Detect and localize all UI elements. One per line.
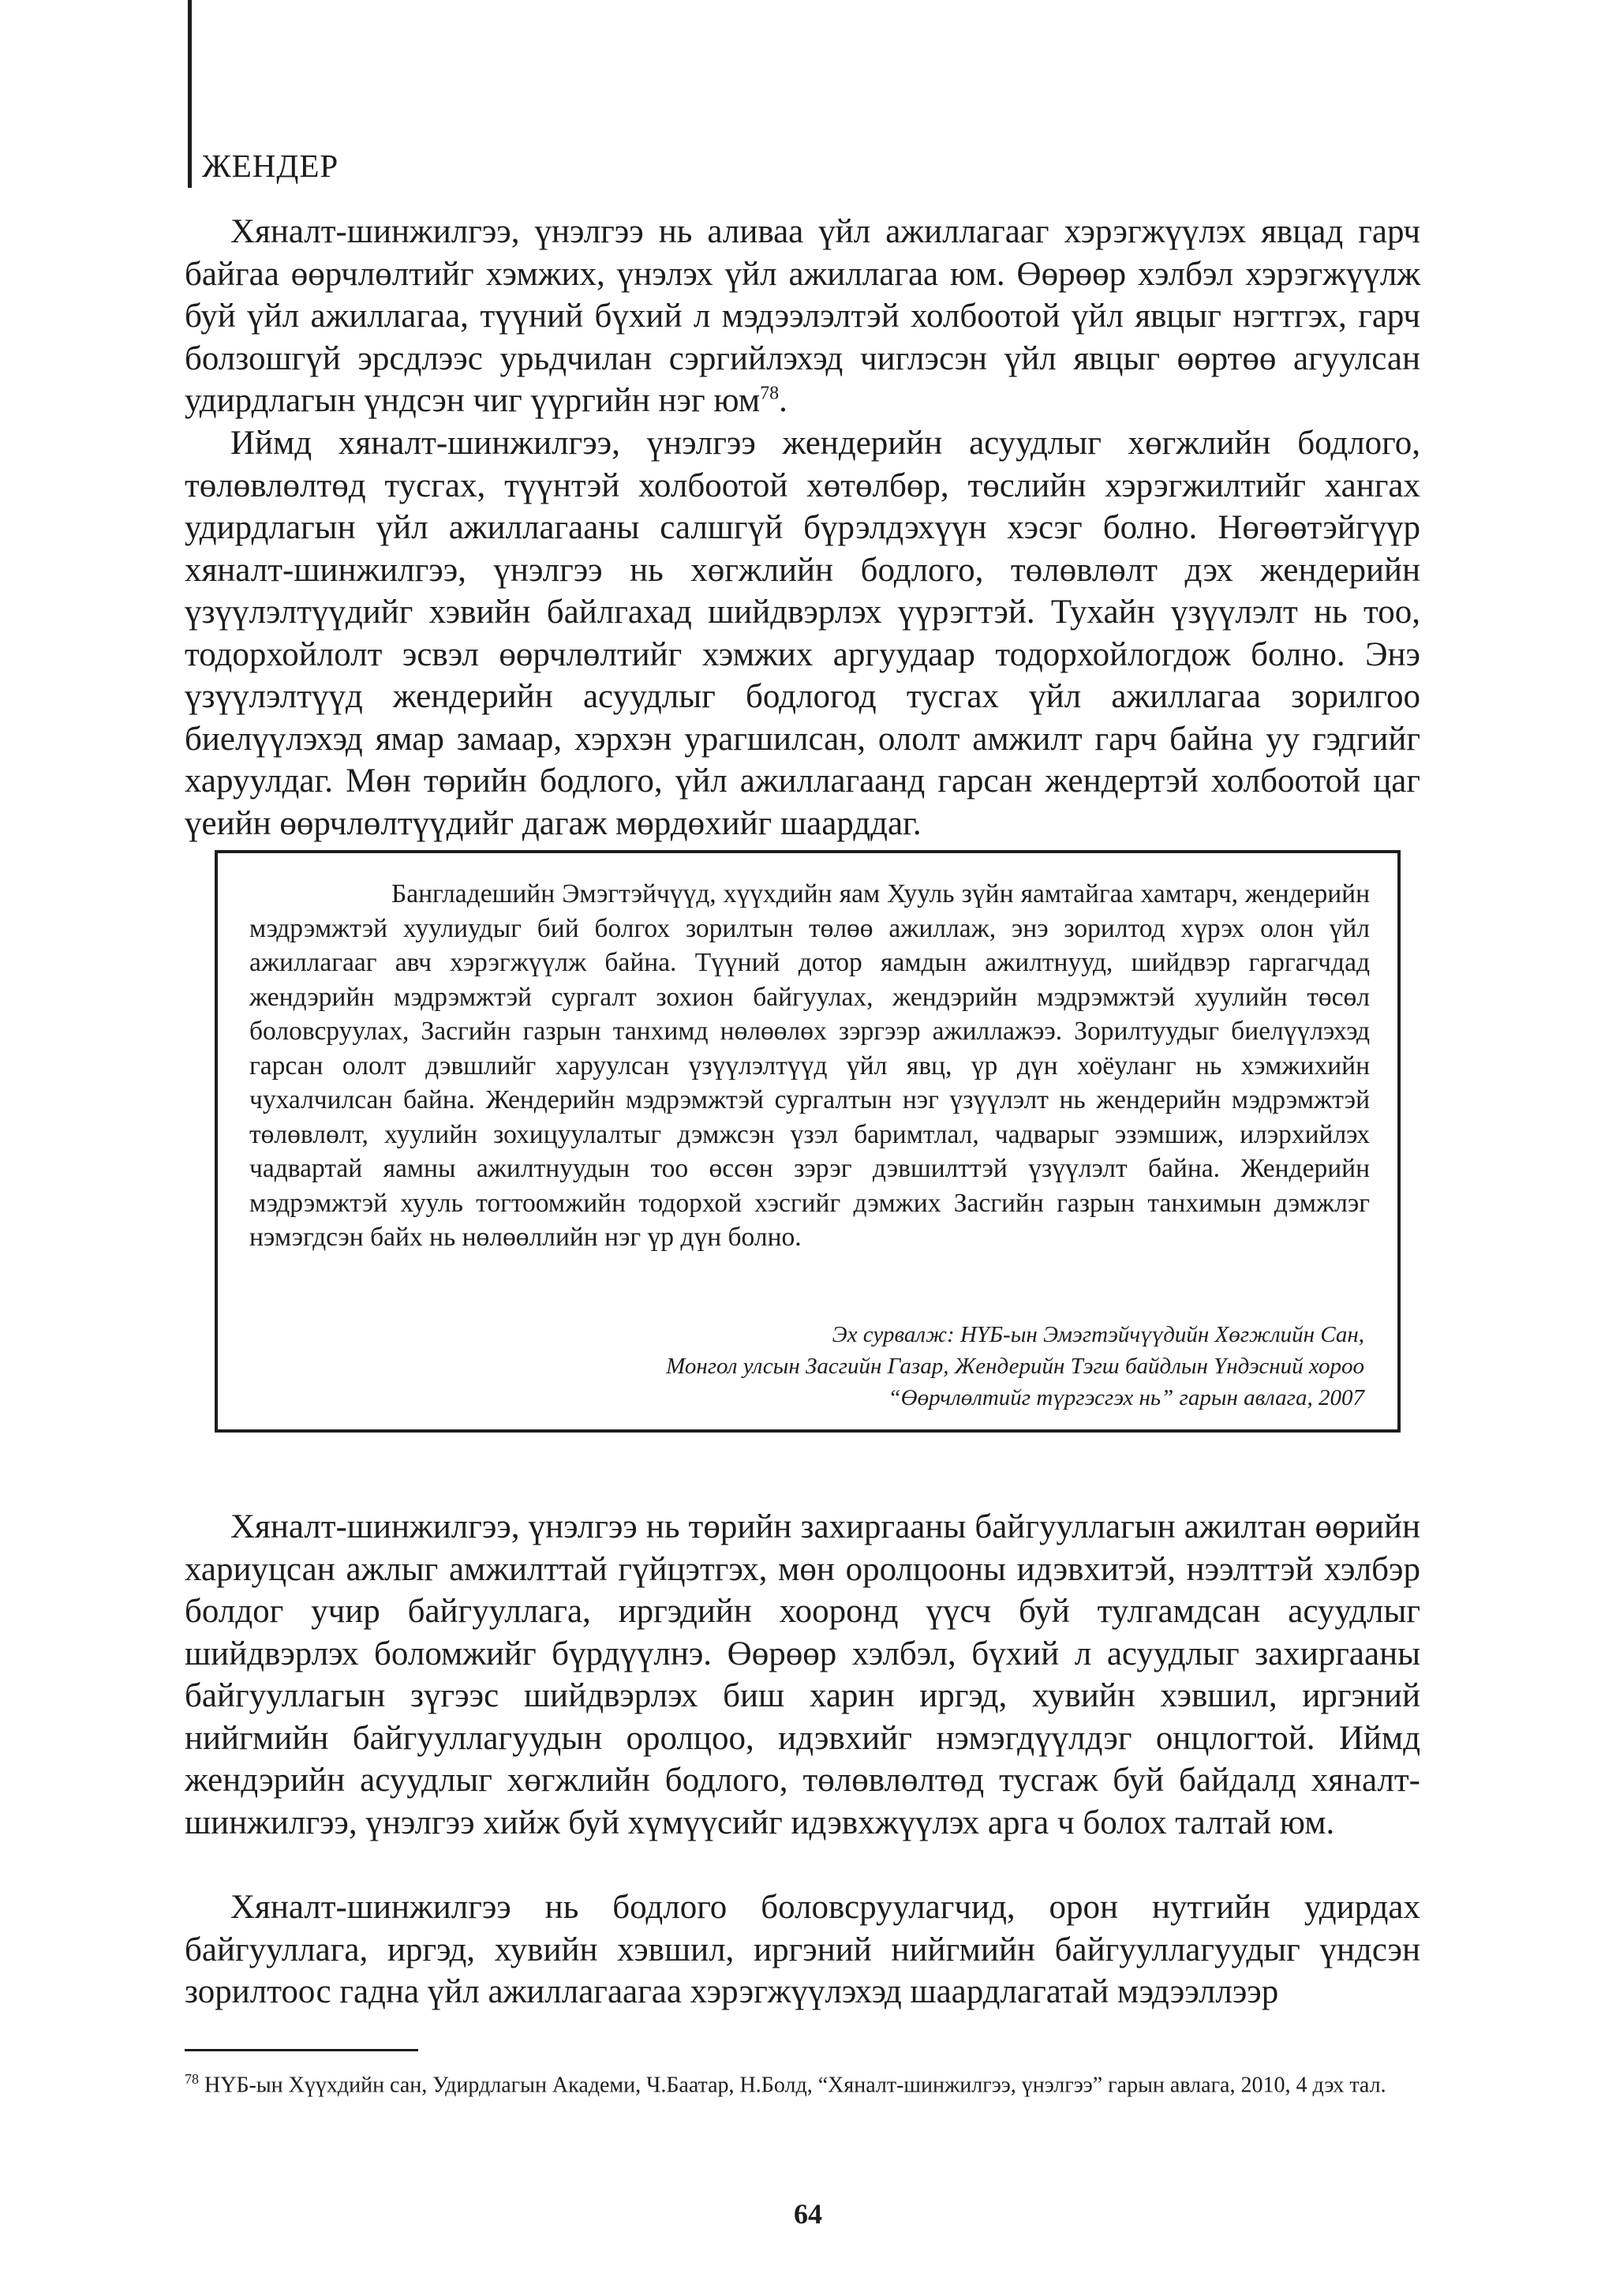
case-study-text: Бангладешийн Эмэгтэйчүүд, хүүхдийн яам Хууль зүйн яамтайгаа хамтарч, жендерийн мэдрэмжтэй хуулиудыг бий болгох зорилтын төлөө ажиллаж, энэ зорилтод хүрэх олон үйл ажиллагааг авч хэрэгжүүлж байна. Түүний дотор яамдын ажилтнууд, шийдвэр гаргагчдад жендэрийн мэдрэмжтэй сургалт зохион байгуулах, жендэрийн мэдрэмжтэй хуулийн төсөл боловсруулах, Засгийн газрын танхимд нөлөөлөх зэргээр ажиллажээ. Зорилтуудыг биелүүлэхэд гарсан ололт дэвшлийг харуулсан үзүүлэлтүүд үйл явц, үр дүн хоёуланг нь хэмжихийн чухалчилсан байна. Жендерийн мэдрэмжтэй сургалтын нэг үзүүлэлт нь жендерийн мэдрэмжтэй төлөвлөлт, хуулийн зохицуулалтыг дэмжсэн үзэл баримтлал, чадварыг эзэмшиж, илэрхийлэх чадвартай яамны ажилтнуудын тоо өссөн зэрэг дэвшилттэй үзүүлэлт байна. Жендерийн мэдрэмжтэй хууль тогтоомжийн тодорхой хэсгийг дэмжих Засгийн газрын танхимын дэмжлэг нэмэгдсэн байх нь нөлөөллийн нэг үр дүн болно. <box>249 879 1370 1252</box>
source-line: “Өөрчлөлтийг түргэсгэх нь” гарын авлага, 2007 <box>888 1385 1364 1410</box>
source-line: Эх сурвалж: НҮБ-ын Эмэгтэйчүүдийн Хөгжлийн Сан, <box>832 1322 1364 1347</box>
footnote-separator <box>185 2049 418 2051</box>
section-title: ЖЕНДЕР <box>202 148 339 184</box>
paragraph-1 <box>185 211 1420 422</box>
source-line: Монгол улсын Засгийн Газар, Жендерийн Тэгш байдлын Үндэсний хороо <box>666 1354 1364 1379</box>
footnote <box>185 2062 1420 2103</box>
case-study-source <box>666 1319 1364 1414</box>
page-number: 64 <box>794 2198 822 2230</box>
footnote-number: 78 <box>185 2071 199 2087</box>
paragraph-2: Иймд хяналт-шинжилгээ, үнэлгээ жендерийн асуудлыг хөгжлийн бодлого, төлөвлөлтөд тусгах, түүнтэй холбоотой хөтөлбөр, төслийн хэрэгжилтийг хангах удирдлагын үйл ажиллагааны салшгүй бүрэлдэхүүн хэсэг болно. Нөгөөтэйгүүр хяналт-шинжилгээ, үнэлгээ нь хөгжлийн бодлого, төлөвлөлт дэх жендерийн үзүүлэлтүүдийг хэвийн байлгахад шийдвэрлэх үүрэгтэй. Тухайн үзүүлэлт нь тоо, тодорхойлолт эсвэл өөрчлөлтийг хэмжих аргуудаар тодорхойлогдож болно. Энэ үзүүлэлтүүд жендерийн асуудлыг бодлогод тусгах үйл ажиллагаа зорилгоо биелүүлэхэд ямар замаар, хэрхэн урагшилсан, ололт амжилт гарч байна уу гэдгийг харуулдаг. Мөн төрийн бодлого, үйл ажиллагаанд гарсан жендертэй холбоотой цаг үеийн өөрчлөлтүүдийг дагаж мөрдөхийг шаарддаг. <box>185 425 1420 842</box>
footnote-text: НҮБ-ын Хүүхдийн сан, Удирдлагын Академи, Ч.Баатар, Н.Болд, “Хяналт-шинжилгээ, үнэлгээ” гарын авлага, 2010, 4 дэх тал. <box>204 2073 1386 2098</box>
paragraph-3: Хяналт-шинжилгээ, үнэлгээ нь төрийн захиргааны байгууллагын ажилтан өөрийн хариуцсан ажлыг амжилттай гүйцэтгэх, мөн оролцооны идэвхитэй, нээлттэй хэлбэр болдог учир байгууллага, иргэдийн хооронд үүсч буй тулгамдсан асуудлыг шийдвэрлэх боломжийг бүрдүүлнэ. Өөрөөр хэлбэл, бүхий л асуудлыг захиргааны байгууллагын зүгээс шийдвэрлэх биш харин иргэд, хувийн хэвшил, иргэний нийгмийн байгууллагуудын оролцоо, идэвхийг нэмэгдүүлдэг онцлогтой. Иймд жендэрийн асуудлыг хөгжлийн бодлого, төлөвлөлтөд тусгаж буй байдалд хяналт-шинжилгээ, үнэлгээ хийж буй хүмүүсийг идэвхжүүлэх арга ч болох талтай юм. <box>185 1508 1420 1841</box>
footnote-reference[interactable]: 78 <box>760 383 780 404</box>
paragraph-1-tail: . <box>779 382 787 419</box>
header-vertical-rule <box>188 0 192 188</box>
case-study-box <box>215 850 1401 1433</box>
paragraph-1-text: Хяналт-шинжилгээ, үнэлгээ нь аливаа үйл ажиллагааг хэрэгжүүлэх явцад гарч байгаа өөрчлөлтийг хэмжих, үнэлэх үйл ажиллагаа юм. Өөрөөр хэлбэл хэрэгжүүлж буй үйл ажиллагаа, түүний бүхий л мэдээлэлтэй холбоотой үйл явцыг нэгтгэх, гарч болзошгүй эрсдлээс урьдчилан сэргийлэхэд чиглэсэн үйл явцыг өөртөө агуулсан удирдлагын үндсэн чиг үүргийн нэг юм <box>185 213 1420 419</box>
paragraph-4: Хяналт-шинжилгээ нь бодлого боловсруулагчид, орон нутгийн удирдах байгууллага, иргэд, хувийн хэвшил, иргэний нийгмийн байгууллагуудыг үндсэн зорилтоос гадна үйл ажиллагаагаа хэрэгжүүлэхэд шаардлагатай мэдээллээр <box>185 1889 1420 2010</box>
